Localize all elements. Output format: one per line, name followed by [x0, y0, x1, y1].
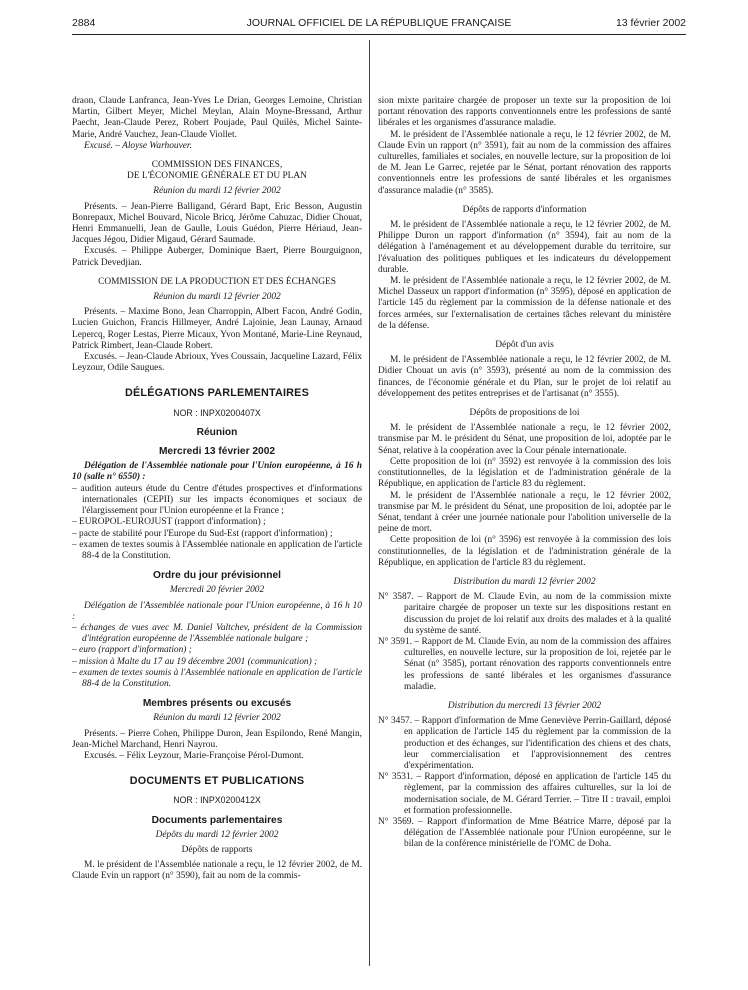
continued-paragraph: sion mixte paritaire chargée de proposer un texte sur la proposition de loi portant rénovation des rapports conventionnels entre les professions de santé libérales et les organismes d'assurance maladie. [378, 96, 671, 129]
column-divider [369, 40, 370, 966]
issue-date: 13 février 2002 [615, 17, 686, 29]
members-date: Réunion du mardi 12 février 2002 [153, 713, 281, 724]
reunion-heading: Réunion [196, 426, 238, 438]
delegation-item: – EUROPOL-EUROJUST (rapport d'information) ; [72, 517, 266, 528]
bill-proposals-heading: Dépôts de propositions de loi [469, 408, 580, 419]
production-present: Présents. – Maxime Bono, Jean Charroppin, Albert Facon, André Godin, Lucien Guichon, Francis Hillmeyer, André Lajoinie, Jean Launay, Arnaud Lepercq, Roger Lestas, Pierre Micaux, Yvon Montané, Marie-Line Reynaud, Patrick Rimbert, Jean-Claude Robert. [72, 307, 362, 351]
proposal-paragraph: Cette proposition de loi (n° 3596) est renvoyée à la commission des lois constitutionnelles, de la législation et de l'administration générale de la République, en application de l'article 83 du règlement. [378, 535, 671, 568]
proposal-paragraph: M. le président de l'Assemblée nationale a reçu, le 12 février 2002, transmise par M. le président du Sénat, une proposition de loi, adoptée par le Sénat, tendant à créer une journée nationale pour l'abolition universelle de la peine de mort. [378, 490, 671, 535]
distribution-item: N° 3591. – Rapport de M. Claude Evin, au nom de la commission des affaires culturelles, en nouvelle lecture, sur la proposition de loi, rejetée par le Sénat (n° 3585), portant rénovation des rapports conventionnels entre les professions de santé libérales et les organismes d'assurance maladie. [378, 636, 671, 692]
opinion-heading: Dépôt d'un avis [495, 340, 554, 351]
finance-meeting-date: Réunion du mardi 12 février 2002 [153, 186, 281, 197]
page-header [72, 17, 686, 33]
report-3591-paragraph: M. le président de l'Assemblée nationale a reçu, le 12 février 2002, de M. Claude Evin un rapport (n° 3591), fait au nom de la commission des affaires culturelles, familiales et sociales, en nouvelle lecture, sur la proposition de loi de M. Jean Le Garrec, rejetée par le Sénat, portant rénovation des rapports conventionnels entre les professions de santé libérales et les organismes d'assurance maladie (n° 3585). [378, 129, 671, 196]
documents-nor: NOR : INPX0200412X [173, 795, 261, 806]
distribution-item: N° 3457. – Rapport d'information de Mme Geneviève Perrin-Gaillard, déposé en application de l'article 145 du règlement par la commission de la production et des échanges, sur l'identification des chiens et des chats, leur commercialisation et l'approvisionnement des centres d'expérimentation. [378, 716, 671, 771]
page-number: 2884 [72, 17, 96, 29]
distribution-wednesday-heading: Distribution du mercredi 13 février 2002 [447, 700, 602, 711]
agenda-date: Mercredi 20 février 2002 [169, 585, 265, 596]
delegations-nor: NOR : INPX0200407X [173, 407, 261, 418]
agenda-item: – euro (rapport d'information) ; [72, 645, 192, 656]
production-commission-title: COMMISSION DE LA PRODUCTION ET DES ÉCHANGES [98, 276, 336, 287]
distribution-item: N° 3569. – Rapport d'information de Mme Béatrice Marre, déposé par la délégation de l'Assemblée nationale pour l'Union européenne, sur le bilan de la conférence ministérielle de l'OMC de Doha. [378, 816, 671, 850]
members-heading: Membres présents ou excusés [142, 698, 292, 710]
header-rule [72, 34, 686, 35]
parliamentary-documents-heading: Documents parlementaires [151, 814, 283, 826]
report-3590-paragraph: M. le président de l'Assemblée nationale a reçu, le 12 février 2002, de M. Claude Evin un rapport (n° 3590), fait au nom de la commis- [72, 860, 362, 882]
left-column [72, 96, 362, 883]
delegation-item: – audition auteurs étude du Centre d'études prospectives et d'informations internationales (CEPII) sur les impacts économiques et sociaux de l'élargissement pour l'Union européenne et la France ; [72, 483, 362, 517]
distribution-item: N° 3587. – Rapport de M. Claude Evin, au nom de la commission mixte paritaire chargée de proposer un texte sur les dispositions restant en discussion du projet de loi relatif aux droits des malades et à la qualité du système de santé. [378, 592, 671, 636]
documents-heading: DOCUMENTS ET PUBLICATIONS [129, 775, 305, 788]
finance-present: Présents. – Jean-Pierre Balligand, Gérard Bapt, Eric Besson, Augustin Bonrepaux, Michel Bouvard, Nicole Bricq, Jérôme Cahuzac, Didier Chouat, Henri Emmanuelli, Jean de Gaulle, Louis Guédon, Pierre Hériaud, Jean-Jacques Jégou, Didier Migaud, Gérard Saumade. [72, 201, 362, 246]
members-excused: Excusés. – Félix Leyzour, Marie-Françoise Pérol-Dumont. [84, 750, 304, 761]
agenda-intro: Délégation de l'Assemblée nationale pour l'Union européenne, à 16 h 10 : [72, 600, 362, 622]
delegation-intro: Délégation de l'Assemblée nationale pour l'Union européenne, à 16 h 10 (salle n° 6550) : [72, 461, 362, 483]
agenda-item: – examen de textes soumis à l'Assemblée nationale en application de l'article 88-4 de la Constitution. [72, 667, 362, 689]
proposal-paragraph: M. le président de l'Assemblée nationale a reçu, le 12 février 2002, transmise par M. le président du Sénat, une proposition de loi, adoptée par le Sénat, relative à la coopération avec la Cour pénale internationale. [378, 423, 671, 456]
report-3594-paragraph: M. le président de l'Assemblée nationale a reçu, le 12 février 2002, de M. Philippe Duron un rapport d'information (n° 3594), fait au nom de la délégation à l'aménagement et au développement durable du territoire, sur l'évaluation des politiques publiques et les indicateurs du développement durable. [378, 220, 671, 275]
journal-title: JOURNAL OFFICIEL DE LA RÉPUBLIQUE FRANÇAISE [246, 17, 512, 29]
proposal-paragraph: Cette proposition de loi (n° 3592) est renvoyée à la commission des lois constitutionnelles, de la législation et de l'administration générale de la République, en application de l'article 83 du règlement. [378, 456, 671, 490]
distribution-item: N° 3531. – Rapport d'information, déposé en application de l'article 145 du règlement, par la commission des affaires culturelles, sur la loi de modernisation sociale, de M. Gérard Terrier. – Titre II : travail, emploi et formation professionnelle. [378, 772, 671, 816]
report-deposits-heading: Dépôts de rapports [181, 844, 253, 855]
distribution-tuesday-heading: Distribution du mardi 12 février 2002 [453, 576, 596, 587]
delegation-item: – pacte de stabilité pour l'Europe du Sud-Est (rapport d'information) ; [72, 528, 333, 539]
continued-text: draon, Claude Lanfranca, Jean-Yves Le Drian, Georges Lemoine, Christian Martin, Gilbert Meyer, Michel Meylan, Alain Moyne-Bressand, Arthur Paecht, Jean-Claude Perez, Robert Poujade, Paul Quilès, Michel Sainte-Marie, André Vauchez, Jean-Claude Viollet. [72, 96, 362, 140]
agenda-item: – échanges de vues avec M. Daniel Valtchev, président de la Commission d'intégration européenne de l'Assemblée nationale bulgare ; [72, 622, 362, 645]
production-excused: Excusés. – Jean-Claude Abrioux, Yves Coussain, Jacqueline Lazard, Félix Leyzour, Odile Saugues. [72, 352, 362, 374]
delegation-item: – examen de textes soumis à l'Assemblée nationale en application de l'article 88-4 de la Constitution. [72, 539, 362, 561]
info-reports-heading: Dépôts de rapports d'information [462, 204, 587, 215]
members-present: Présents. – Pierre Cohen, Philippe Duron, Jean Espilondo, René Mangin, Jean-Michel Marchand, Henri Nayrou. [72, 728, 362, 750]
continued-excuse: Excusé. – Aloyse Warhouver. [84, 140, 192, 151]
production-meeting-date: Réunion du mardi 12 février 2002 [153, 292, 281, 303]
delegations-heading: DÉLÉGATIONS PARLEMENTAIRES [125, 387, 309, 400]
agenda-heading: Ordre du jour prévisionnel [153, 570, 281, 582]
opinion-3593-paragraph: M. le président de l'Assemblée nationale a reçu, le 12 février 2002, de M. Didier Chouat un avis (n° 3593), présenté au nom de la commission des finances, de l'économie générale et du Plan, sur le projet de loi relatif au développement des petites entreprises et de l'artisanat (n° 3555). [378, 355, 671, 399]
deposits-date: Dépôts du mardi 12 février 2002 [155, 829, 279, 840]
mercredi-heading: Mercredi 13 février 2002 [158, 446, 276, 458]
finance-excused: Excusés. – Philippe Auberger, Dominique Baert, Pierre Bourguignon, Patrick Devedjian. [72, 246, 362, 268]
report-3595-paragraph: M. le président de l'Assemblée nationale a reçu, le 12 février 2002, de M. Michel Dasseux un rapport d'information (n° 3595), déposé en application de l'article 145 du règlement par la commission de la défense nationale et des forces armées, sur l'externalisation de certaines tâches relevant du ministère de la défense. [378, 276, 671, 331]
finance-commission-subtitle: DE L'ÉCONOMIE GÉNÉRALE ET DU PLAN [127, 171, 307, 182]
finance-commission-title: COMMISSION DES FINANCES, [151, 160, 283, 171]
agenda-item: – mission à Malte du 17 au 19 décembre 2001 (communication) ; [72, 656, 318, 667]
right-column [378, 96, 671, 851]
